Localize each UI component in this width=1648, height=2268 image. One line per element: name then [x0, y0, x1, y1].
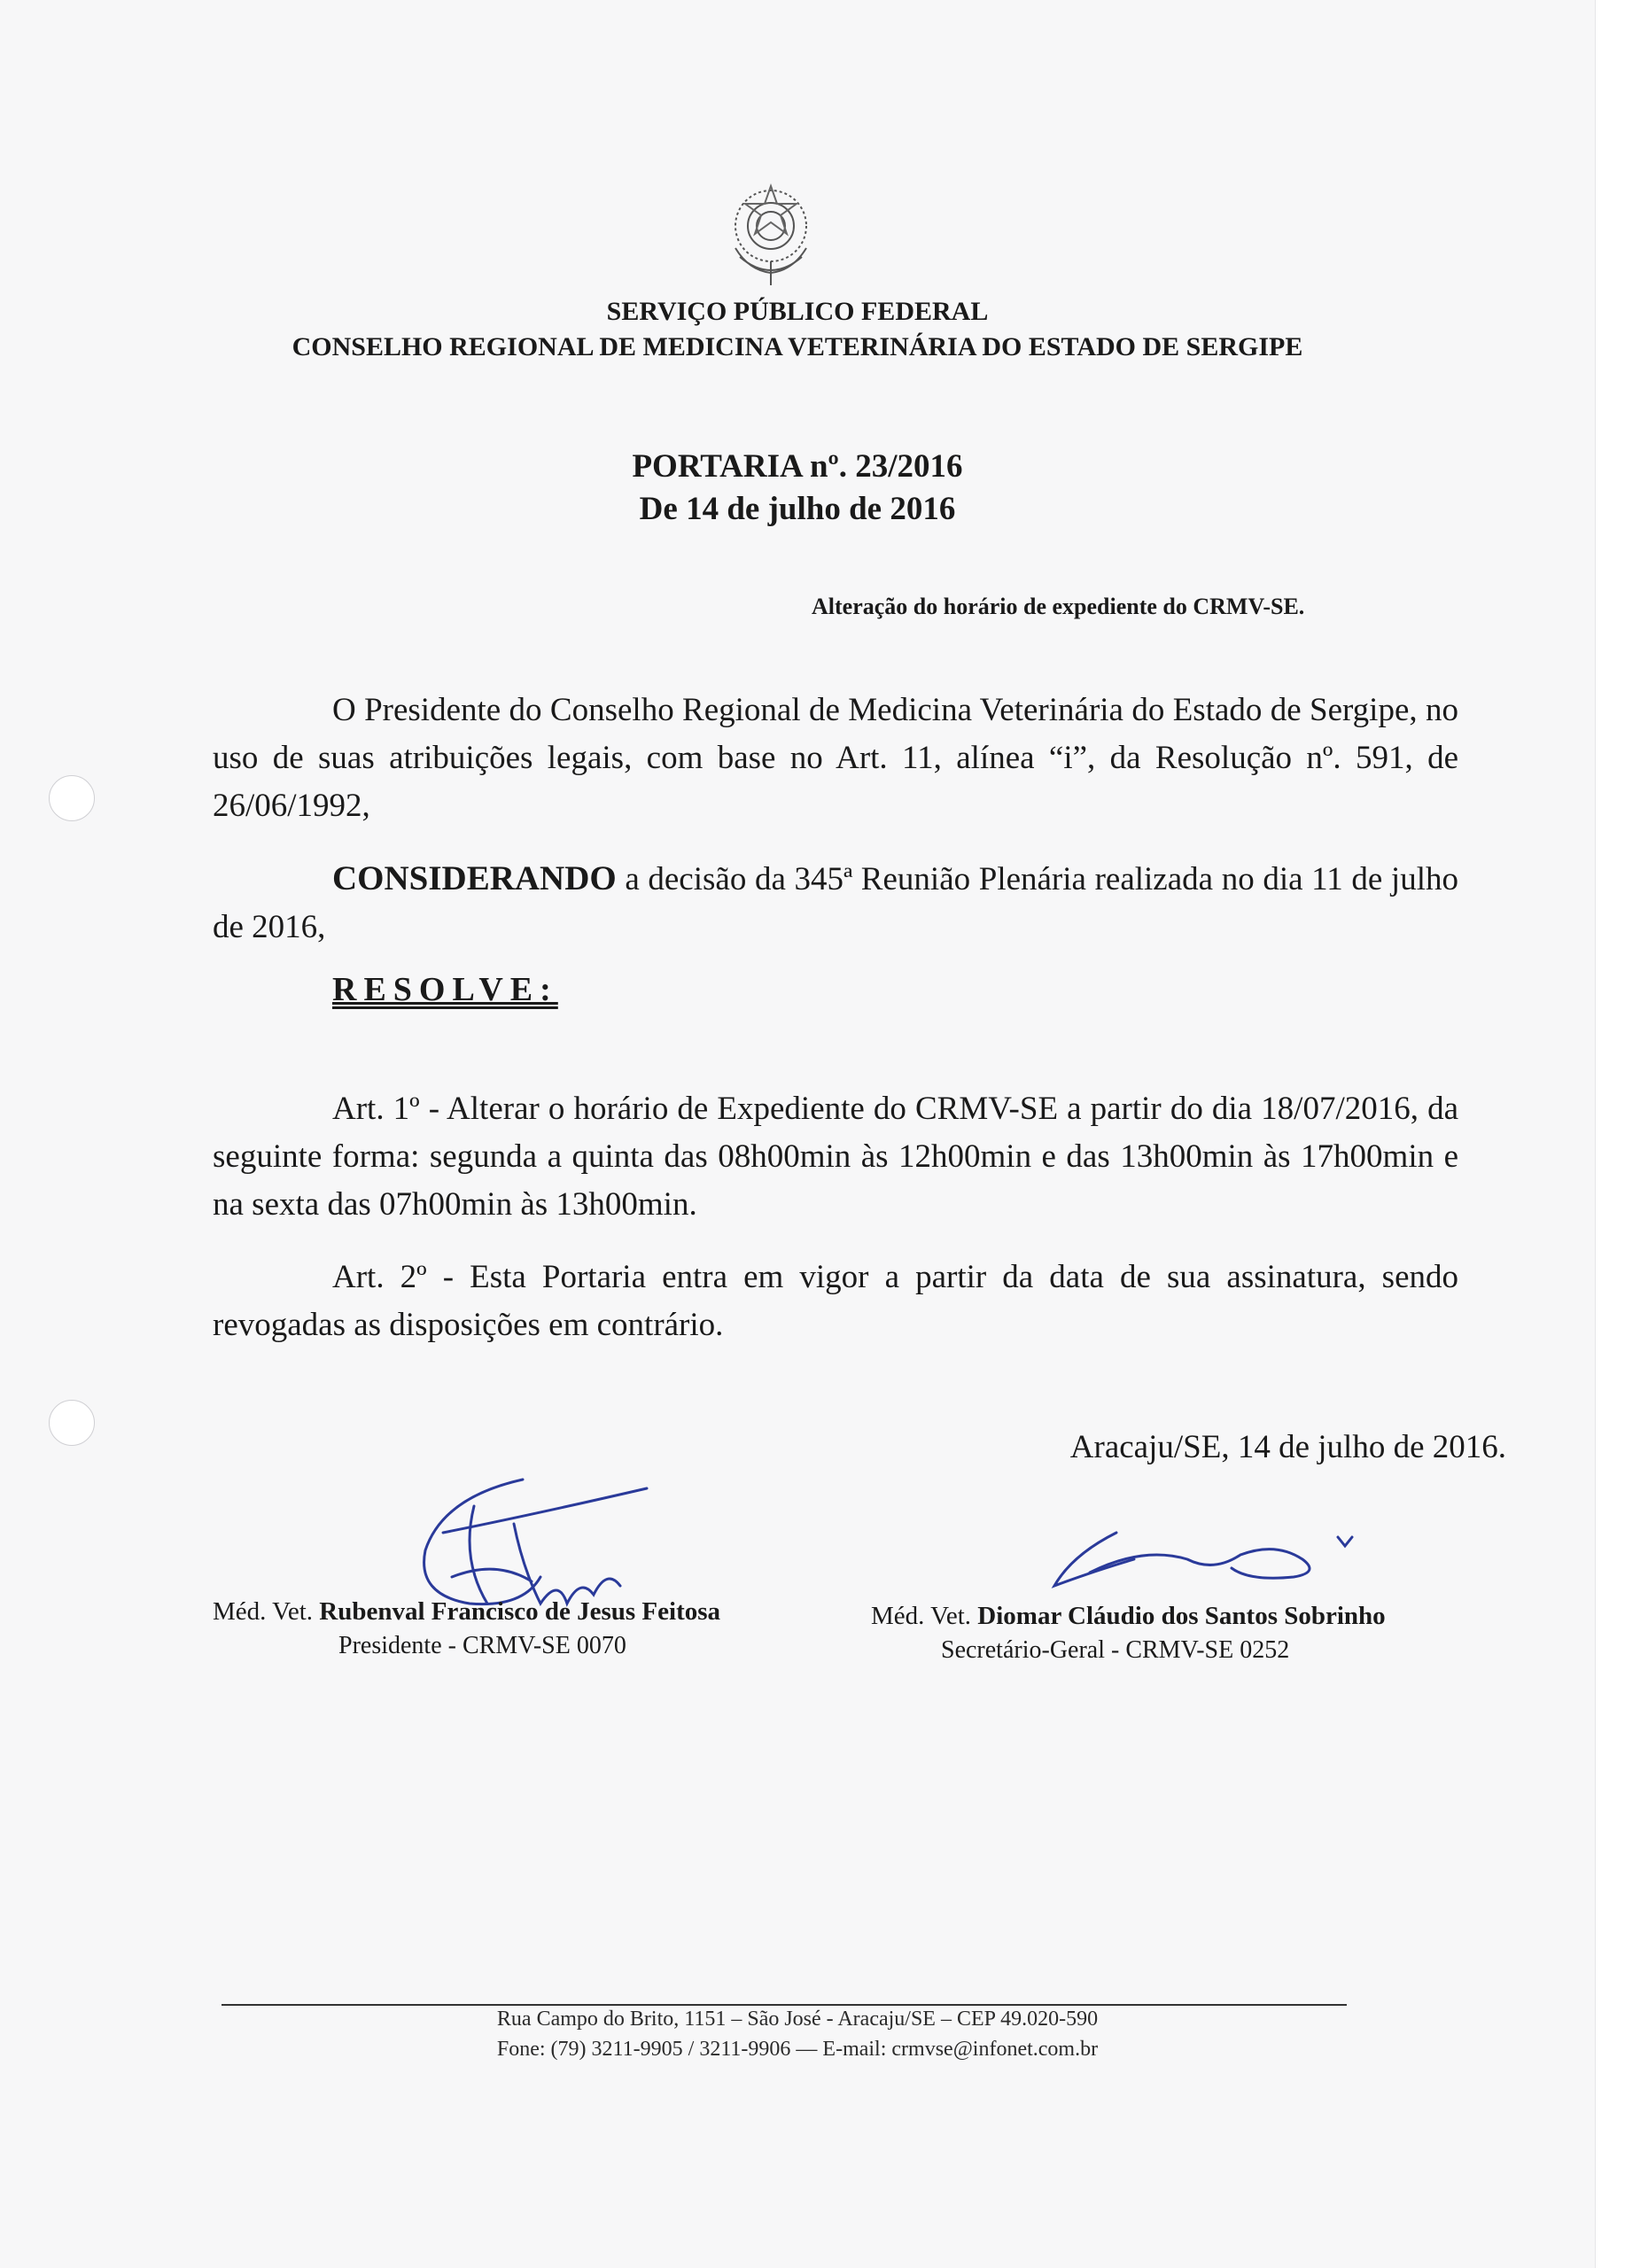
resolve-heading: RESOLVE: — [332, 971, 558, 1008]
footer-contact: Fone: (79) 3211-9905 / 3211-9906 — E-mail: crmvse@infonet.com.br — [496, 2038, 1099, 2061]
signature-president-prefix: Méd. Vet. — [213, 1597, 314, 1626]
signature-president-fullname: Rubenval Francisco de Jesus Feitosa — [319, 1597, 721, 1626]
considerando-paragraph — [213, 855, 1458, 951]
article-1-text: Art. 1º - Alterar o horário de Expediente do CRMV-SE a partir do dia 18/07/2016, da seguinte forma: segunda a quinta das 08h00min às 12h00min e das 13h00min às 17h00min e na sexta das 07h00min às 13h00min. — [213, 1091, 1458, 1223]
considerando-text: a decisão da 345ª Reunião Plenária realizada no dia 11 de julho de 2016, — [213, 861, 1458, 945]
punch-hole — [49, 1400, 95, 1446]
considerando-label: CONSIDERANDO — [332, 859, 617, 897]
header-council: CONSELHO REGIONAL DE MEDICINA VETERINÁRIA DO ESTADO DE SERGIPE — [292, 332, 1303, 361]
document-number: PORTARIA nº. 23/2016 — [632, 448, 963, 485]
punch-hole — [49, 775, 95, 821]
signature-secretary-fullname: Diomar Cláudio dos Santos Sobrinho — [977, 1602, 1386, 1630]
intro-text: O Presidente do Conselho Regional de Medicina Veterinária do Estado de Sergipe, no uso de suas atribuições legais, com base no Art. 11, alínea “i”, da Resolução nº. 591, de 26/06/1992, — [213, 692, 1458, 824]
footer-divider — [222, 2004, 1347, 2006]
signature-president-name — [213, 1597, 720, 1627]
intro-paragraph — [213, 687, 1458, 830]
signature-president-role: Presidente - CRMV-SE 0070 — [338, 1632, 626, 1659]
header-service: SERVIÇO PÚBLICO FEDERAL — [606, 297, 989, 326]
signature-secretary-name — [871, 1602, 1386, 1631]
article-1 — [213, 1085, 1458, 1229]
article-2-text: Art. 2º - Esta Portaria entra em vigor a partir da data de sua assinatura, sendo revogadas as disposições em contrário. — [213, 1259, 1458, 1343]
footer-address: Rua Campo do Brito, 1151 – São José - Aracaju/SE – CEP 49.020-590 — [496, 2008, 1099, 2031]
signature-secretary-prefix: Méd. Vet. — [871, 1602, 972, 1630]
place-and-date: Aracaju/SE, 14 de julho de 2016. — [1069, 1429, 1506, 1465]
scan-margin — [1595, 0, 1648, 2268]
document-date: De 14 de julho de 2016 — [639, 491, 956, 527]
article-2 — [213, 1254, 1458, 1349]
document-subject: Alteração do horário de expediente do CRMV-SE. — [812, 594, 1305, 619]
brazil-coat-of-arms-icon — [722, 177, 820, 288]
signature-secretary-role: Secretário-Geral - CRMV-SE 0252 — [941, 1636, 1290, 1664]
